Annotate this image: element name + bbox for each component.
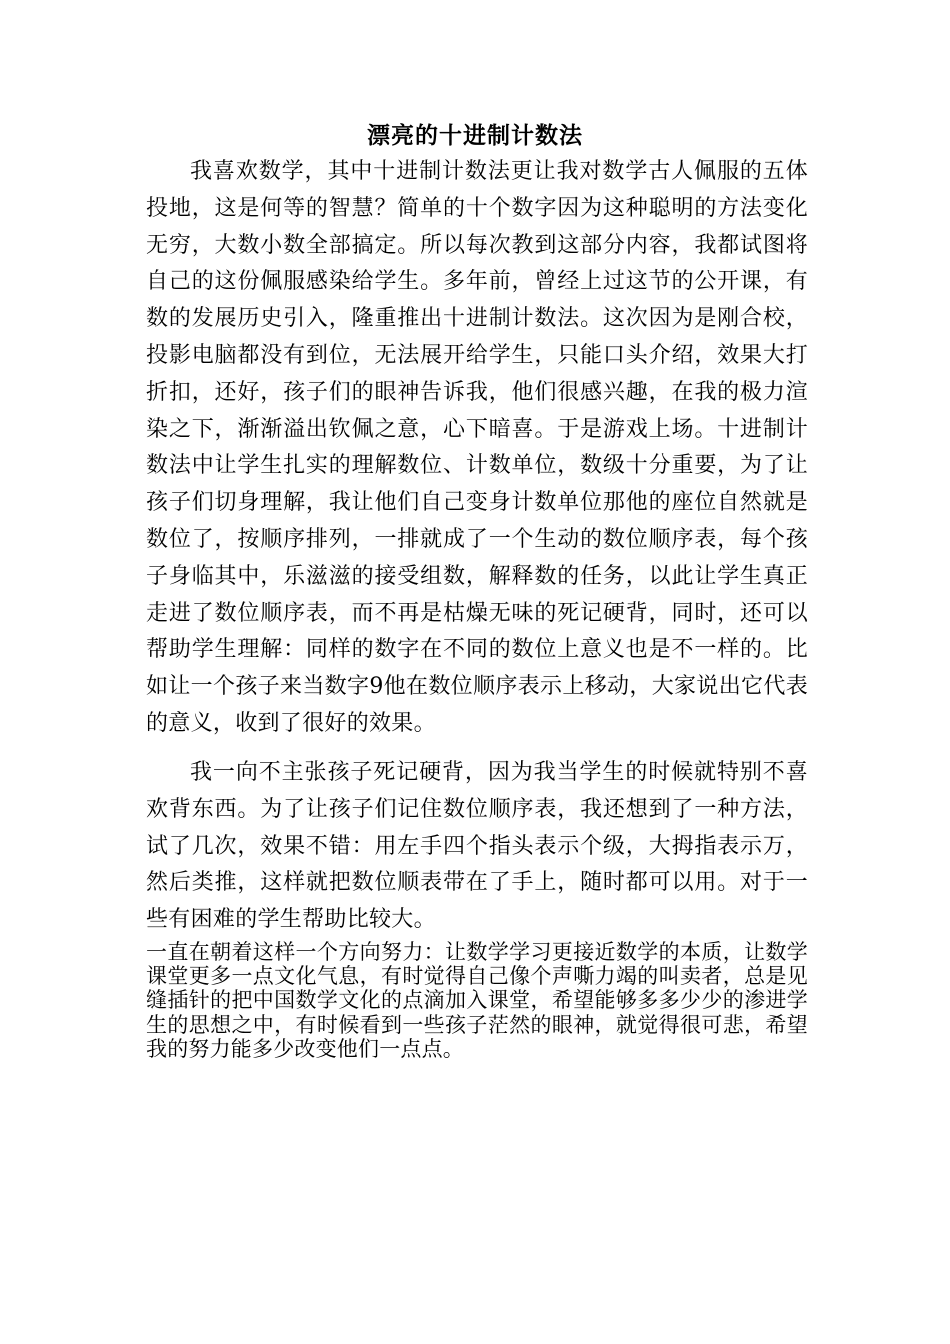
paragraph-3: 一直在朝着这样一个方向努力：让数学学习更接近数学的本质，让数学课堂更多一点文化气息，有时觉得自己像个声嘶力竭的叫卖者，总是见缝插针的把中国数学文化的点滴加入课堂，希望能够多多少少的渗进学生的思想之中，有时候看到一些孩子茫然的眼神，就觉得很可悲，希望我的努力能多少改变他们一点点。: [146, 940, 808, 1061]
paragraph-1: 我喜欢数学，其中十进制计数法更让我对数学古人佩服的五体投地，这是何等的智慧？简单的十个数字因为这种聪明的方法变化无穷，大数小数全部搞定。所以每次教到这部分内容，我都试图将自己的这份佩服感染给学生。多年前，曾经上过这节的公开课，有数的发展历史引入，隆重推出十进制计数法。这次因为是刚合校，投影电脑都没有到位，无法展开给学生，只能口头介绍，效果大打折扣，还好，孩子们的眼神告诉我，他们很感兴趣，在我的极力渲染之下，渐渐溢出钦佩之意，心下暗喜。于是游戏上场。十进制计数法中让学生扎实的理解数位、计数单位，数级十分重要，为了让孩子们切身理解，我让他们自己变身计数单位那他的座位自然就是数位了，按顺序排列，一排就成了一个生动的数位顺序表，每个孩子身临其中，乐滋滋的接受组数，解释数的任务，以此让学生真正走进了数位顺序表，而不再是枯燥无味的死记硬背，同时，还可以帮助学生理解：同样的数字在不同的数位上意义也是不一样的。比如让一个孩子来当数字9他在数位顺序表示上移动，大家说出它代表的意义，收到了很好的效果。: [146, 159, 808, 736]
document-title: 漂亮的十进制计数法: [367, 122, 583, 149]
paragraph-2: 我一向不主张孩子死记硬背，因为我当学生的时候就特别不喜欢背东西。为了让孩子们记住数位顺序表，我还想到了一种方法，试了几次，效果不错：用左手四个指头表示个级，大拇指表示万，然后类推，这样就把数位顺表带在了手上，随时都可以用。对于一些有困难的学生帮助比较大。: [146, 760, 808, 933]
